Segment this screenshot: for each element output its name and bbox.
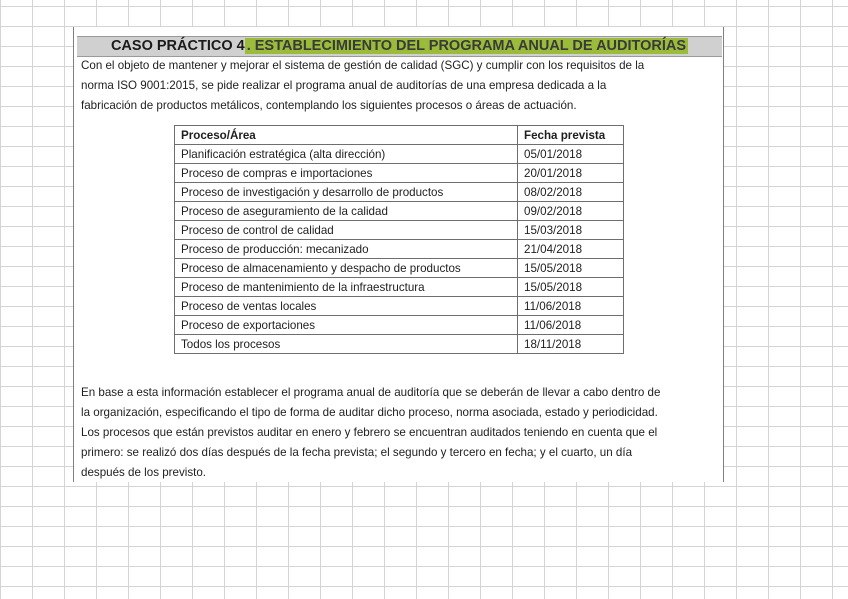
date-cell: 08/02/2018 <box>518 183 624 202</box>
process-cell: Proceso de producción: mecanizado <box>175 240 518 259</box>
table-header-row <box>175 126 624 145</box>
process-cell: Proceso de ventas locales <box>175 297 518 316</box>
process-table <box>174 125 624 354</box>
date-cell: 21/04/2018 <box>518 240 624 259</box>
date-cell: 05/01/2018 <box>518 145 624 164</box>
paragraph-line: Con el objeto de mantener y mejorar el sistema de gestión de calidad (SGC) y cumplir con los requisitos de la <box>81 59 645 72</box>
case-title <box>77 36 722 57</box>
process-cell: Proceso de exportaciones <box>175 316 518 335</box>
table-row <box>175 278 624 297</box>
table-row <box>175 297 624 316</box>
date-cell: 11/06/2018 <box>518 297 624 316</box>
paragraph-line: Los procesos que están previstos auditar en enero y febrero se encuentran auditados teniendo en cuenta que el <box>81 426 658 439</box>
table-row <box>175 164 624 183</box>
header-process-area: Proceso/Área <box>175 126 518 145</box>
process-cell: Proceso de mantenimiento de la infraestructura <box>175 278 518 297</box>
closing-paragraph <box>81 383 721 483</box>
process-cell: Proceso de control de calidad <box>175 221 518 240</box>
process-cell: Proceso de compras e importaciones <box>175 164 518 183</box>
paragraph-line: En base a esta información establecer el programa anual de auditoría que se deberán de llevar a cabo dentro de <box>81 386 661 399</box>
process-cell: Proceso de aseguramiento de la calidad <box>175 202 518 221</box>
paragraph-line: después de los previsto. <box>81 466 207 479</box>
table-row <box>175 259 624 278</box>
table-row <box>175 145 624 164</box>
paragraph-line: la organización, especificando el tipo de forma de auditar dicho proceso, norma asociada, estado y periodicidad. <box>81 406 658 419</box>
table-row <box>175 183 624 202</box>
paragraph-line: fabricación de productos metálicos, contemplando los siguientes procesos o áreas de actuación. <box>81 99 577 112</box>
table-row <box>175 202 624 221</box>
date-cell: 15/03/2018 <box>518 221 624 240</box>
table-row <box>175 335 624 354</box>
paragraph-line: primero: se realizó dos días después de la fecha prevista; el segundo y tercero en fecha; y el cuarto, un día <box>81 446 633 459</box>
intro-paragraph <box>81 56 721 116</box>
case-title-prefix: CASO PRÁCTICO 4 <box>110 38 245 54</box>
process-cell: Planificación estratégica (alta dirección) <box>175 145 518 164</box>
process-cell: Proceso de investigación y desarrollo de productos <box>175 183 518 202</box>
table-row <box>175 240 624 259</box>
document-sheet <box>73 27 724 482</box>
date-cell: 15/05/2018 <box>518 259 624 278</box>
case-title-highlighted: . ESTABLECIMIENTO DEL PROGRAMA ANUAL DE AUDITORÍAS <box>246 38 687 54</box>
header-planned-date: Fecha prevista <box>518 126 624 145</box>
table-row <box>175 221 624 240</box>
date-cell: 15/05/2018 <box>518 278 624 297</box>
process-cell: Todos los procesos <box>175 335 518 354</box>
date-cell: 20/01/2018 <box>518 164 624 183</box>
date-cell: 18/11/2018 <box>518 335 624 354</box>
date-cell: 11/06/2018 <box>518 316 624 335</box>
table-row <box>175 316 624 335</box>
process-cell: Proceso de almacenamiento y despacho de productos <box>175 259 518 278</box>
paragraph-line: norma ISO 9001:2015, se pide realizar el programa anual de auditorías de una empresa dedicada a la <box>81 79 607 92</box>
date-cell: 09/02/2018 <box>518 202 624 221</box>
